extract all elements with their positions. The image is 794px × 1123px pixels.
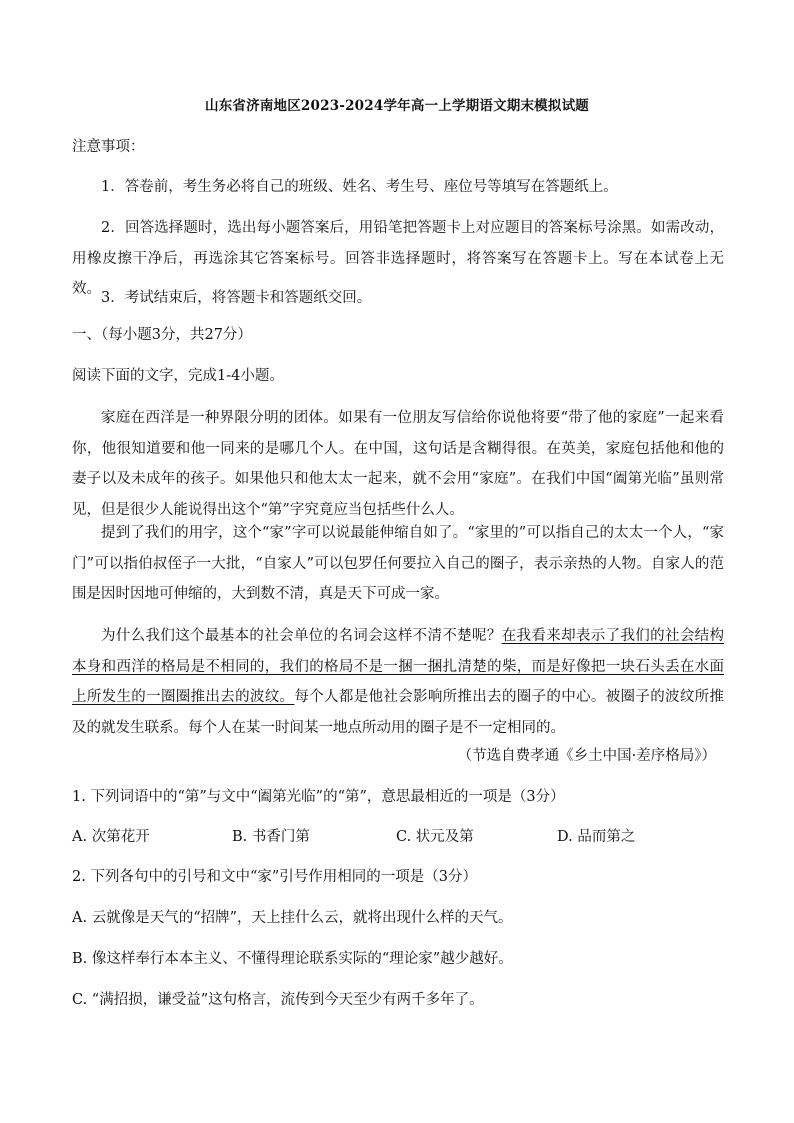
q2-option-c[interactable]: C. “满招损，谦受益”这句格言，流传到今天至少有两千多年了。 <box>72 992 484 1008</box>
q2-option-a[interactable]: A. 云就像是天气的“招牌”，天上挂什么云，就将出现什么样的天气。 <box>72 910 513 926</box>
passage-paragraph-3 <box>72 621 724 743</box>
section-instruction: 阅读下面的文字，完成1-4小题。 <box>72 368 284 384</box>
passage-source: （节选自费孝通《乡土中国·差序格局》） <box>457 748 716 764</box>
exam-title: 山东省济南地区2023-2024学年高一上学期语文期末模拟试题 <box>205 98 589 114</box>
q1-option-a[interactable]: A. 次第花开 <box>72 829 150 845</box>
passage-paragraph-2: 提到了我们的用字，这个“家”字可以说最能伸缩自如了。“家里的”可以指自己的太太一个人，“家门”可以指伯叔侄子一大批，“自家人”可以包罗任何要拉入自己的圈子，表示亲热的人物。自家人的范围是因时因地可伸缩的，大到数不清，真是天下可成一家。 <box>72 525 724 602</box>
q2-option-b[interactable]: B. 像这样奉行本本主义、不懂得理论联系实际的“理论家”越少越好。 <box>72 951 513 967</box>
notice-item-3: 3．考试结束后，将答题卡和答题纸交回。 <box>101 290 372 306</box>
question-1-stem: 1. 下列词语中的“第”与文中“阖第光临”的“第”，意思最相近的一项是（3分） <box>72 789 565 805</box>
question-2-stem: 2. 下列各句中的引号和文中“家”引号作用相同的一项是（3分） <box>72 869 477 885</box>
q1-option-c[interactable]: C. 状元及第 <box>396 829 474 845</box>
passage-paragraph-1: 家庭在西洋是一种界限分明的团体。如果有一位朋友写信给你说他将要“带了他的家庭”一起来看你，他很知道要和他一同来的是哪几个人。在中国，这句话是含糊得很。在英美，家庭包括他和他的妻子以及未成年的孩子。如果他只和他太太一起来，就不会用“家庭”。在我们中国“阖第光临”虽则常见，但是很少人能说得出这个“第”字究竟应当包括些什么人。 <box>72 410 724 518</box>
underlined-sentence: 在我看来却表示了我们的社会结构本身和西洋的格局是不相同的，我们的格局不是一捆一捆扎清楚的柴，而是好像把一块石头丢在水面上所发生的一圈圈推出去的波纹。 <box>72 628 724 705</box>
notice-item-1: 1．答卷前，考生务必将自己的班级、姓名、考生号、座位号等填写在答题纸上。 <box>101 179 618 195</box>
q1-option-b[interactable]: B. 书香门第 <box>232 829 310 845</box>
paragraph-3-tail: 每个人都是他社会影响所推出去的圈子的中心。被圈子的波纹所推及的就发生联系。每个人在某一时间某一地点所动用的圈子是不一定相同的。 <box>72 689 725 736</box>
notice-item-2: 2．回答选择题时，选出每小题答案后，用铅笔把答题卡上对应题目的答案标号涂黑。如需改动，用橡皮擦干净后，再选涂其它答案标号。回答非选择题时，将答案写在答题卡上。写在本试卷上无效。 <box>72 220 724 297</box>
section-heading: 一、（每小题3分，共27分） <box>72 327 252 343</box>
notice-heading: 注意事项： <box>72 139 145 155</box>
q1-option-d[interactable]: D. 品而第之 <box>557 829 636 845</box>
paragraph-3-lead: 为什么我们这个最基本的社会单位的名词会这样不清不楚呢？ <box>101 628 502 644</box>
